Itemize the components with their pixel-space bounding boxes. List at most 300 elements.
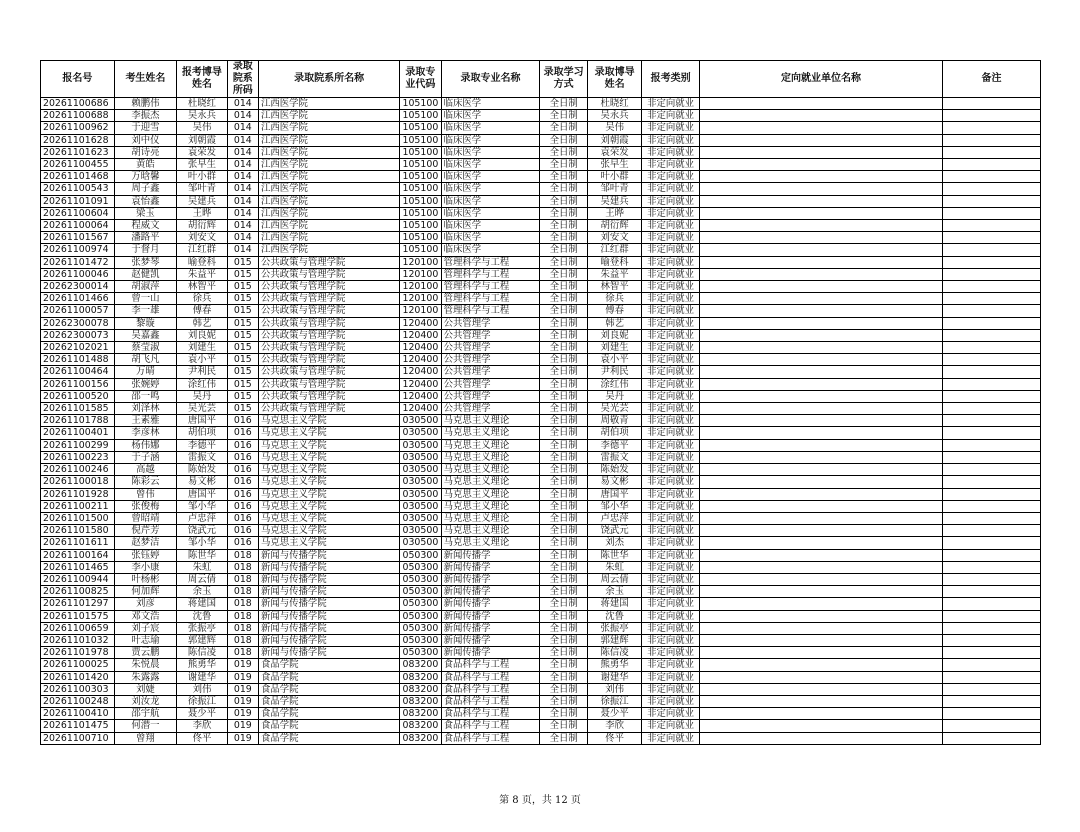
cell-applied-supervisor: 李欣 (177, 720, 227, 732)
cell-dept-code: 015 (227, 281, 258, 293)
table-row (41, 525, 1041, 537)
cell-dept-name: 江西医学院 (258, 244, 399, 256)
table-row (41, 622, 1041, 634)
table-row (41, 500, 1041, 512)
cell-dept-code: 018 (227, 598, 258, 610)
cell-study-mode: 全日制 (540, 281, 587, 293)
cell-registration-no: 20261101585 (41, 403, 115, 415)
cell-registration-no: 20261100211 (41, 500, 115, 512)
cell-study-mode: 全日制 (540, 159, 587, 171)
cell-dept-code: 019 (227, 695, 258, 707)
cell-study-mode: 全日制 (540, 110, 587, 122)
cell-category: 非定向就业 (642, 171, 700, 183)
cell-remarks (943, 732, 1041, 744)
cell-applied-supervisor: 林智平 (177, 281, 227, 293)
table-row (41, 439, 1041, 451)
admission-table (40, 60, 1041, 745)
cell-admitted-supervisor: 周敬青 (587, 415, 641, 427)
table-row (41, 598, 1041, 610)
cell-remarks (943, 598, 1041, 610)
cell-category: 非定向就业 (642, 366, 700, 378)
cell-dept-name: 公共政策与管理学院 (258, 256, 399, 268)
cell-major-name: 马克思主义理论 (441, 476, 540, 488)
cell-employer (699, 390, 942, 402)
cell-applied-supervisor: 陈世华 (177, 549, 227, 561)
cell-employer (699, 671, 942, 683)
cell-major-code: 050300 (400, 573, 441, 585)
cell-dept-code: 015 (227, 256, 258, 268)
cell-applied-supervisor: 徐振江 (177, 695, 227, 707)
cell-major-code: 050300 (400, 561, 441, 573)
cell-admitted-supervisor: 胡衍辉 (587, 220, 641, 232)
cell-dept-name: 马克思主义学院 (258, 525, 399, 537)
cell-registration-no: 20261101472 (41, 256, 115, 268)
table-row (41, 720, 1041, 732)
cell-applied-supervisor: 唐国平 (177, 488, 227, 500)
cell-remarks (943, 451, 1041, 463)
cell-registration-no: 20262300078 (41, 317, 115, 329)
cell-study-mode: 全日制 (540, 695, 587, 707)
cell-dept-code: 015 (227, 403, 258, 415)
cell-category: 非定向就业 (642, 403, 700, 415)
cell-major-name: 新闻传播学 (441, 586, 540, 598)
cell-study-mode: 全日制 (540, 647, 587, 659)
cell-dept-name: 江西医学院 (258, 207, 399, 219)
cell-major-name: 公共管理学 (441, 317, 540, 329)
table-body (41, 98, 1041, 745)
cell-candidate-name: 梁玉 (114, 207, 177, 219)
table-row (41, 403, 1041, 415)
cell-registration-no: 20261100299 (41, 439, 115, 451)
cell-registration-no: 20261101468 (41, 171, 115, 183)
cell-study-mode: 全日制 (540, 244, 587, 256)
cell-admitted-supervisor: 刘朝霞 (587, 134, 641, 146)
cell-registration-no: 20261100046 (41, 268, 115, 280)
cell-applied-supervisor: 喻登科 (177, 256, 227, 268)
header-remarks: 备注 (943, 61, 1041, 98)
cell-category: 非定向就业 (642, 317, 700, 329)
cell-major-code: 050300 (400, 586, 441, 598)
cell-dept-name: 江西医学院 (258, 171, 399, 183)
cell-employer (699, 525, 942, 537)
cell-candidate-name: 李一雄 (114, 305, 177, 317)
cell-remarks (943, 232, 1041, 244)
cell-category: 非定向就业 (642, 561, 700, 573)
cell-category: 非定向就业 (642, 683, 700, 695)
cell-remarks (943, 378, 1041, 390)
cell-dept-name: 江西医学院 (258, 232, 399, 244)
cell-employer (699, 268, 942, 280)
cell-remarks (943, 427, 1041, 439)
cell-study-mode: 全日制 (540, 171, 587, 183)
cell-study-mode: 全日制 (540, 146, 587, 158)
cell-admitted-supervisor: 王晔 (587, 207, 641, 219)
cell-registration-no: 20261100156 (41, 378, 115, 390)
cell-dept-name: 公共政策与管理学院 (258, 342, 399, 354)
cell-remarks (943, 622, 1041, 634)
cell-dept-code: 016 (227, 476, 258, 488)
cell-major-code: 120100 (400, 281, 441, 293)
cell-major-code: 120400 (400, 317, 441, 329)
header-row (41, 61, 1041, 98)
cell-employer (699, 476, 942, 488)
cell-major-code: 030500 (400, 415, 441, 427)
cell-category: 非定向就业 (642, 512, 700, 524)
cell-study-mode: 全日制 (540, 403, 587, 415)
cell-remarks (943, 659, 1041, 671)
cell-major-code: 050300 (400, 634, 441, 646)
cell-dept-name: 马克思主义学院 (258, 488, 399, 500)
cell-major-name: 马克思主义理论 (441, 464, 540, 476)
cell-admitted-supervisor: 陈信凌 (587, 647, 641, 659)
header-major-name: 录取专业名称 (441, 61, 540, 98)
cell-candidate-name: 刘中仪 (114, 134, 177, 146)
cell-major-name: 管理科学与工程 (441, 281, 540, 293)
header-dept-name: 录取院系所名称 (258, 61, 399, 98)
cell-admitted-supervisor: 傅春 (587, 305, 641, 317)
cell-major-code: 120400 (400, 366, 441, 378)
table-row (41, 427, 1041, 439)
cell-registration-no: 20261101466 (41, 293, 115, 305)
table-row (41, 671, 1041, 683)
cell-dept-name: 新闻与传播学院 (258, 561, 399, 573)
cell-applied-supervisor: 唐国平 (177, 415, 227, 427)
cell-registration-no: 20261100246 (41, 464, 115, 476)
cell-candidate-name: 高越 (114, 464, 177, 476)
cell-dept-name: 公共政策与管理学院 (258, 366, 399, 378)
cell-candidate-name: 刘子宸 (114, 622, 177, 634)
cell-major-code: 105100 (400, 146, 441, 158)
table-row (41, 329, 1041, 341)
cell-major-name: 临床医学 (441, 244, 540, 256)
cell-major-name: 新闻传播学 (441, 573, 540, 585)
cell-applied-supervisor: 易文彬 (177, 476, 227, 488)
table-row (41, 146, 1041, 158)
cell-category: 非定向就业 (642, 183, 700, 195)
cell-dept-code: 018 (227, 573, 258, 585)
cell-registration-no: 20261101465 (41, 561, 115, 573)
table-row (41, 342, 1041, 354)
cell-applied-supervisor: 朱益平 (177, 268, 227, 280)
cell-major-code: 120100 (400, 256, 441, 268)
cell-applied-supervisor: 李德平 (177, 439, 227, 451)
cell-registration-no: 20261100604 (41, 207, 115, 219)
cell-applied-supervisor: 吴永兵 (177, 110, 227, 122)
table-row (41, 232, 1041, 244)
cell-applied-supervisor: 邹小华 (177, 500, 227, 512)
cell-candidate-name: 黄皓 (114, 159, 177, 171)
table-row (41, 659, 1041, 671)
cell-registration-no: 20262300014 (41, 281, 115, 293)
cell-dept-name: 新闻与传播学院 (258, 573, 399, 585)
cell-employer (699, 732, 942, 744)
cell-candidate-name: 叶杨彬 (114, 573, 177, 585)
cell-candidate-name: 胡飞凡 (114, 354, 177, 366)
cell-study-mode: 全日制 (540, 659, 587, 671)
cell-category: 非定向就业 (642, 268, 700, 280)
cell-applied-supervisor: 江红群 (177, 244, 227, 256)
cell-applied-supervisor: 周云倩 (177, 573, 227, 585)
table-row (41, 244, 1041, 256)
cell-candidate-name: 赵梦洁 (114, 537, 177, 549)
cell-admitted-supervisor: 徐振江 (587, 695, 641, 707)
cell-remarks (943, 195, 1041, 207)
cell-major-name: 临床医学 (441, 110, 540, 122)
cell-category: 非定向就业 (642, 573, 700, 585)
cell-admitted-supervisor: 刘安文 (587, 232, 641, 244)
cell-applied-supervisor: 饶武元 (177, 525, 227, 537)
cell-employer (699, 293, 942, 305)
cell-dept-code: 014 (227, 244, 258, 256)
cell-study-mode: 全日制 (540, 561, 587, 573)
cell-category: 非定向就业 (642, 537, 700, 549)
cell-remarks (943, 464, 1041, 476)
cell-applied-supervisor: 卢忠萍 (177, 512, 227, 524)
cell-admitted-supervisor: 张振亭 (587, 622, 641, 634)
cell-major-code: 083200 (400, 671, 441, 683)
cell-dept-code: 015 (227, 317, 258, 329)
table-row (41, 281, 1041, 293)
cell-category: 非定向就业 (642, 232, 700, 244)
cell-study-mode: 全日制 (540, 610, 587, 622)
cell-registration-no: 20261100303 (41, 683, 115, 695)
cell-admitted-supervisor: 陈始发 (587, 464, 641, 476)
table-row (41, 293, 1041, 305)
cell-employer (699, 366, 942, 378)
cell-admitted-supervisor: 吴丹 (587, 390, 641, 402)
cell-dept-name: 公共政策与管理学院 (258, 378, 399, 390)
cell-category: 非定向就业 (642, 134, 700, 146)
cell-applied-supervisor: 吴伟 (177, 122, 227, 134)
header-employer: 定向就业单位名称 (699, 61, 942, 98)
cell-employer (699, 634, 942, 646)
cell-dept-name: 新闻与传播学院 (258, 610, 399, 622)
cell-employer (699, 146, 942, 158)
cell-study-mode: 全日制 (540, 256, 587, 268)
cell-remarks (943, 683, 1041, 695)
cell-major-name: 公共管理学 (441, 329, 540, 341)
cell-candidate-name: 程威文 (114, 220, 177, 232)
cell-admitted-supervisor: 沈鲁 (587, 610, 641, 622)
cell-applied-supervisor: 胡衍辉 (177, 220, 227, 232)
cell-applied-supervisor: 刘朝霞 (177, 134, 227, 146)
cell-study-mode: 全日制 (540, 451, 587, 463)
cell-dept-name: 新闻与传播学院 (258, 634, 399, 646)
cell-dept-name: 江西医学院 (258, 195, 399, 207)
cell-applied-supervisor: 余玉 (177, 586, 227, 598)
cell-candidate-name: 何加辉 (114, 586, 177, 598)
cell-candidate-name: 张婉婷 (114, 378, 177, 390)
cell-study-mode: 全日制 (540, 488, 587, 500)
cell-major-code: 105100 (400, 207, 441, 219)
cell-registration-no: 20261101297 (41, 598, 115, 610)
cell-admitted-supervisor: 饶武元 (587, 525, 641, 537)
cell-study-mode: 全日制 (540, 720, 587, 732)
cell-study-mode: 全日制 (540, 220, 587, 232)
cell-employer (699, 464, 942, 476)
cell-employer (699, 171, 942, 183)
cell-remarks (943, 110, 1041, 122)
header-category: 报考类别 (642, 61, 700, 98)
cell-applied-supervisor: 涂红伟 (177, 378, 227, 390)
header-major-code: 录取专业代码 (400, 61, 441, 98)
cell-admitted-supervisor: 易文彬 (587, 476, 641, 488)
cell-major-name: 食品科学与工程 (441, 695, 540, 707)
cell-major-code: 030500 (400, 427, 441, 439)
cell-remarks (943, 171, 1041, 183)
cell-major-name: 临床医学 (441, 98, 540, 110)
cell-employer (699, 317, 942, 329)
cell-applied-supervisor: 王晔 (177, 207, 227, 219)
cell-candidate-name: 蔡莹淑 (114, 342, 177, 354)
cell-admitted-supervisor: 刘建生 (587, 342, 641, 354)
cell-dept-name: 公共政策与管理学院 (258, 268, 399, 280)
cell-candidate-name: 王素雅 (114, 415, 177, 427)
table-row (41, 256, 1041, 268)
cell-remarks (943, 708, 1041, 720)
cell-dept-name: 马克思主义学院 (258, 476, 399, 488)
cell-dept-code: 015 (227, 354, 258, 366)
cell-applied-supervisor: 雷振文 (177, 451, 227, 463)
cell-employer (699, 610, 942, 622)
cell-dept-name: 马克思主义学院 (258, 464, 399, 476)
cell-applied-supervisor: 朱虹 (177, 561, 227, 573)
cell-category: 非定向就业 (642, 720, 700, 732)
cell-major-code: 030500 (400, 451, 441, 463)
cell-remarks (943, 159, 1041, 171)
cell-remarks (943, 390, 1041, 402)
cell-major-name: 食品科学与工程 (441, 708, 540, 720)
cell-major-name: 马克思主义理论 (441, 488, 540, 500)
cell-candidate-name: 黎璇 (114, 317, 177, 329)
cell-admitted-supervisor: 林智平 (587, 281, 641, 293)
cell-remarks (943, 415, 1041, 427)
cell-study-mode: 全日制 (540, 354, 587, 366)
cell-remarks (943, 537, 1041, 549)
cell-employer (699, 122, 942, 134)
table-row (41, 171, 1041, 183)
cell-category: 非定向就业 (642, 110, 700, 122)
cell-major-code: 050300 (400, 610, 441, 622)
cell-admitted-supervisor: 袁小平 (587, 354, 641, 366)
cell-category: 非定向就业 (642, 207, 700, 219)
cell-major-code: 030500 (400, 488, 441, 500)
cell-applied-supervisor: 张振亭 (177, 622, 227, 634)
cell-remarks (943, 439, 1041, 451)
table-row (41, 695, 1041, 707)
cell-applied-supervisor: 尹利民 (177, 366, 227, 378)
cell-applied-supervisor: 邹小华 (177, 537, 227, 549)
cell-employer (699, 256, 942, 268)
cell-candidate-name: 赵健凯 (114, 268, 177, 280)
cell-candidate-name: 曾伟 (114, 488, 177, 500)
table-row (41, 573, 1041, 585)
cell-study-mode: 全日制 (540, 573, 587, 585)
cell-major-name: 食品科学与工程 (441, 671, 540, 683)
cell-remarks (943, 366, 1041, 378)
cell-admitted-supervisor: 韩艺 (587, 317, 641, 329)
cell-dept-name: 江西医学院 (258, 110, 399, 122)
cell-dept-code: 016 (227, 537, 258, 549)
cell-registration-no: 20261100248 (41, 695, 115, 707)
cell-registration-no: 20261100018 (41, 476, 115, 488)
cell-applied-supervisor: 胡伯项 (177, 427, 227, 439)
table-row (41, 195, 1041, 207)
cell-remarks (943, 146, 1041, 158)
cell-major-name: 临床医学 (441, 171, 540, 183)
cell-category: 非定向就业 (642, 732, 700, 744)
cell-dept-code: 015 (227, 378, 258, 390)
cell-candidate-name: 万晗馨 (114, 171, 177, 183)
cell-study-mode: 全日制 (540, 537, 587, 549)
cell-candidate-name: 贾云鹏 (114, 647, 177, 659)
cell-dept-name: 新闻与传播学院 (258, 622, 399, 634)
cell-dept-code: 018 (227, 647, 258, 659)
cell-category: 非定向就业 (642, 427, 700, 439)
cell-study-mode: 全日制 (540, 183, 587, 195)
cell-candidate-name: 陈彩云 (114, 476, 177, 488)
cell-major-code: 120400 (400, 354, 441, 366)
cell-candidate-name: 倪芹芳 (114, 525, 177, 537)
cell-major-name: 新闻传播学 (441, 610, 540, 622)
cell-remarks (943, 342, 1041, 354)
cell-major-name: 马克思主义理论 (441, 525, 540, 537)
cell-admitted-supervisor: 江红群 (587, 244, 641, 256)
cell-remarks (943, 244, 1041, 256)
cell-applied-supervisor: 杜晓红 (177, 98, 227, 110)
cell-major-code: 105100 (400, 134, 441, 146)
cell-admitted-supervisor: 蒋建国 (587, 598, 641, 610)
cell-dept-name: 新闻与传播学院 (258, 549, 399, 561)
cell-remarks (943, 573, 1041, 585)
cell-admitted-supervisor: 刘良妮 (587, 329, 641, 341)
cell-applied-supervisor: 郭建辉 (177, 634, 227, 646)
cell-candidate-name: 曾翔 (114, 732, 177, 744)
cell-dept-code: 014 (227, 220, 258, 232)
table-row (41, 683, 1041, 695)
cell-major-name: 管理科学与工程 (441, 305, 540, 317)
cell-employer (699, 415, 942, 427)
cell-remarks (943, 207, 1041, 219)
header-dept-code: 录取院系所码 (227, 61, 258, 98)
cell-study-mode: 全日制 (540, 390, 587, 402)
cell-major-name: 临床医学 (441, 159, 540, 171)
cell-dept-code: 019 (227, 659, 258, 671)
cell-applied-supervisor: 聂少平 (177, 708, 227, 720)
cell-registration-no: 20261100688 (41, 110, 115, 122)
cell-dept-code: 014 (227, 146, 258, 158)
table-row (41, 586, 1041, 598)
cell-study-mode: 全日制 (540, 305, 587, 317)
cell-candidate-name: 刘汝龙 (114, 695, 177, 707)
cell-dept-code: 014 (227, 98, 258, 110)
cell-dept-name: 公共政策与管理学院 (258, 317, 399, 329)
cell-major-code: 105100 (400, 195, 441, 207)
cell-employer (699, 549, 942, 561)
header-candidate-name: 考生姓名 (114, 61, 177, 98)
cell-major-code: 030500 (400, 476, 441, 488)
cell-admitted-supervisor: 吴伟 (587, 122, 641, 134)
cell-major-name: 公共管理学 (441, 366, 540, 378)
cell-study-mode: 全日制 (540, 622, 587, 634)
cell-dept-code: 018 (227, 622, 258, 634)
cell-applied-supervisor: 佟平 (177, 732, 227, 744)
table-row (41, 110, 1041, 122)
cell-major-name: 食品科学与工程 (441, 720, 540, 732)
cell-study-mode: 全日制 (540, 427, 587, 439)
cell-remarks (943, 256, 1041, 268)
cell-remarks (943, 476, 1041, 488)
